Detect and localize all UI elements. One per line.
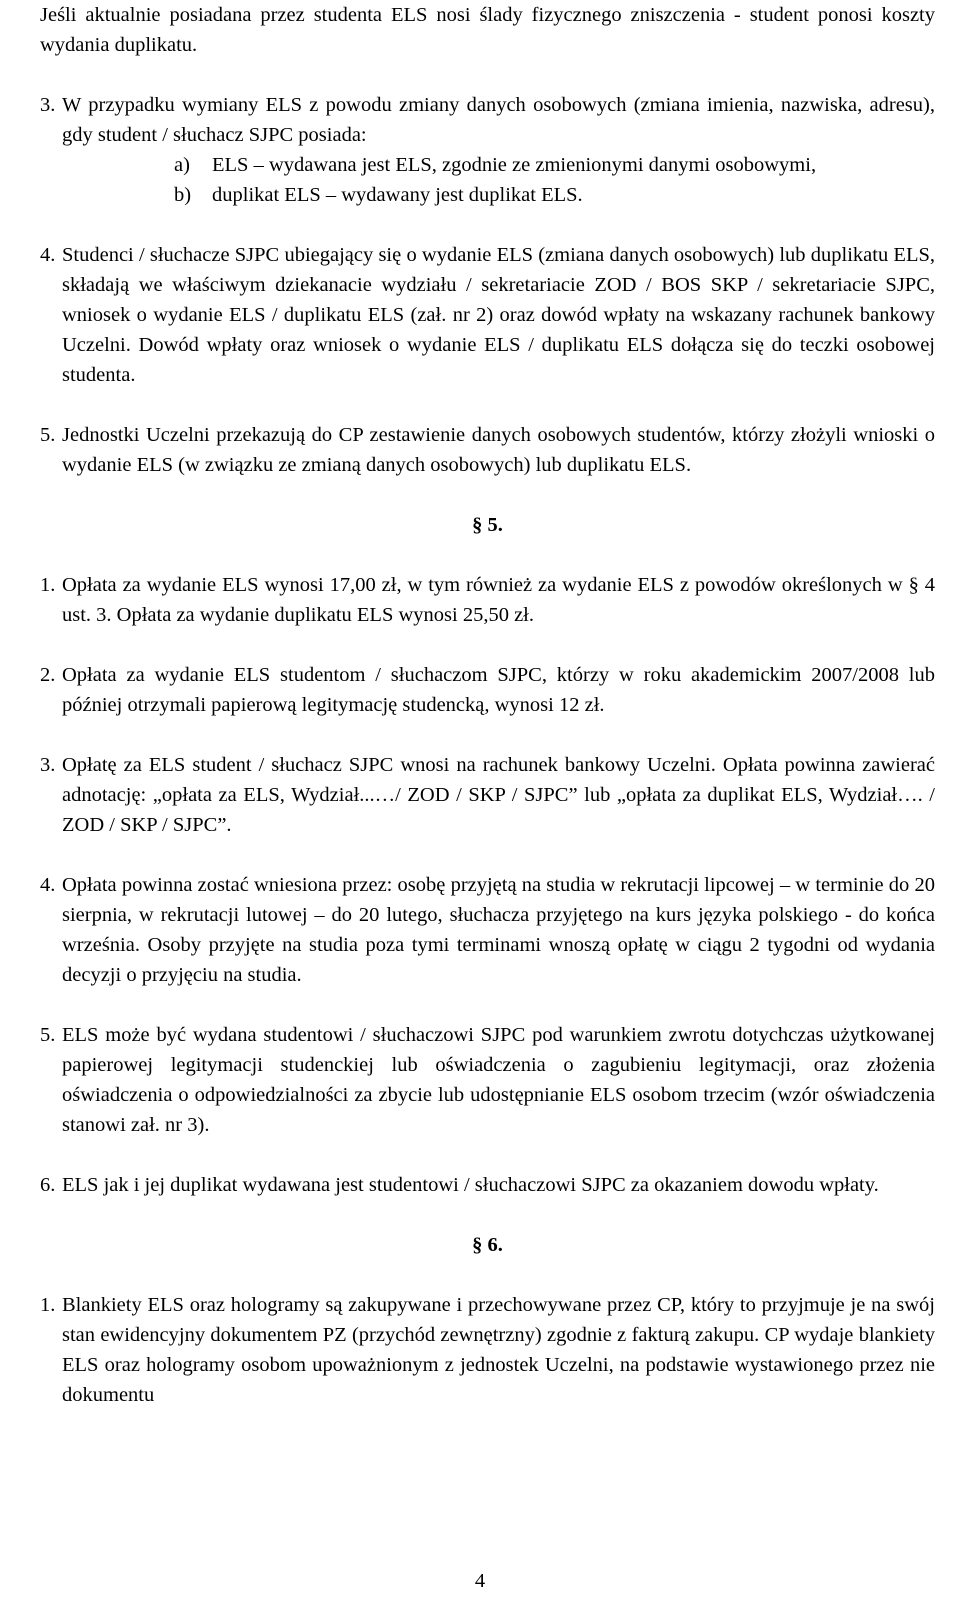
sub-item-b <box>174 180 935 210</box>
section5-item-6 <box>40 1170 935 1200</box>
item-text: Opłata powinna zostać wniesiona przez: osobę przyjętą na studia w rekrutacji lipcowej – w terminie do 20 sierpnia, w rekrutacji lutowej – do 20 lutego, słuchacza przyjętego na kurs języka polskiego - do końca września. Osoby przyjęte na studia poza tymi terminami wnoszą opłatę w ciągu 2 tygodni od wydania decyzji o przyjęciu na studia. <box>62 874 935 986</box>
sub-item-text: ELS – wydawana jest ELS, zgodnie ze zmienionymi danymi osobowymi, <box>212 154 817 176</box>
section5-item-1 <box>40 570 935 630</box>
section5-item-2 <box>40 660 935 720</box>
item-text: Opłata za wydanie ELS studentom / słuchaczom SJPC, którzy w roku akademickim 2007/2008 lub później otrzymali papierową legitymację studencką, wynosi 12 zł. <box>62 664 935 716</box>
paragraph-number: 5. <box>40 424 56 446</box>
section5-item-4 <box>40 870 935 990</box>
item-number: 5. <box>40 1024 56 1046</box>
item-number: 3. <box>40 754 56 776</box>
sub-item-label: b) <box>174 184 192 206</box>
sub-item-text: duplikat ELS – wydawany jest duplikat ELS. <box>212 184 583 206</box>
paragraph-text: Studenci / słuchacze SJPC ubiegający się o wydanie ELS (zmiana danych osobowych) lub duplikatu ELS, składają we właściwym dziekanacie wydziału / sekretariacie ZOD / BOS SKP / sekretariacie SJPC, wniosek o wydanie ELS / duplikatu ELS (zał. nr 2) oraz dowód wpłaty na wskazany rachunek bankowy Uczelni. Dowód wpłaty oraz wniosek o wydanie ELS / duplikatu ELS dołącza się do teczki osobowej studenta. <box>62 244 935 386</box>
page-number: 4 <box>474 1570 486 1592</box>
item-number: 1. <box>40 574 56 596</box>
item-text: ELS jak i jej duplikat wydawana jest studentowi / słuchaczowi SJPC za okazaniem dowodu wpłaty. <box>62 1174 879 1196</box>
sub-item-label: a) <box>174 154 190 176</box>
paragraph-text: W przypadku wymiany ELS z powodu zmiany danych osobowych (zmiana imienia, nazwiska, adresu), gdy student / słuchacz SJPC posiada: <box>62 94 935 146</box>
item-text: Opłatę za ELS student / słuchacz SJPC wnosi na rachunek bankowy Uczelni. Opłata powinna zawierać adnotację: „opłata za ELS, Wydział...…/ ZOD / SKP / SJPC” lub „opłata za duplikat ELS, Wydział…. / ZOD / SKP / SJPC”. <box>62 754 935 836</box>
item-text: Blankiety ELS oraz hologramy są zakupywane i przechowywane przez CP, który to przyjmuje je na swój stan ewidencyjny dokumentem PZ (przychód zewnętrzny) zgodnie z fakturą zakupu. CP wydaje blankiety ELS oraz hologramy osobom upoważnionym z jednostek Uczelni, na podstawie wystawionego przez nie dokumentu <box>62 1294 935 1406</box>
item-number: 2. <box>40 664 56 686</box>
item-text: ELS może być wydana studentowi / słuchaczowi SJPC pod warunkiem zwrotu dotychczas użytkowanej papierowej legitymacji studenckiej lub oświadczenia o zagubieniu legitymacji, oraz złożenia oświadczenia o odpowiedzialności za zbycie lub udostępnianie ELS osobom trzecim (wzór oświadczenia stanowi zał. nr 3). <box>62 1024 935 1136</box>
paragraph-text: Jednostki Uczelni przekazują do CP zestawienie danych osobowych studentów, którzy złożyli wnioski o wydanie ELS (w związku ze zmianą danych osobowych) lub duplikatu ELS. <box>62 424 935 476</box>
item-number: 4. <box>40 874 56 896</box>
section-heading: § 5. <box>472 514 503 536</box>
section5-item-3 <box>40 750 935 840</box>
document-page <box>40 0 935 1410</box>
section5-item-5 <box>40 1020 935 1140</box>
paragraph-number: 3. <box>40 94 56 116</box>
paragraph-3 <box>40 90 935 150</box>
section6-item-1 <box>40 1290 935 1410</box>
paragraph-5 <box>40 420 935 480</box>
item-number: 6. <box>40 1174 56 1196</box>
paragraph-number: 4. <box>40 244 56 266</box>
item-text: Opłata za wydanie ELS wynosi 17,00 zł, w tym również za wydanie ELS z powodów określonych w § 4 ust. 3. Opłata za wydanie duplikatu ELS wynosi 25,50 zł. <box>62 574 935 626</box>
sub-item-a <box>174 150 935 180</box>
section-heading: § 6. <box>472 1234 503 1256</box>
intro-paragraph: Jeśli aktualnie posiadana przez studenta ELS nosi ślady fizycznego zniszczenia - student ponosi koszty wydania duplikatu. <box>40 4 935 56</box>
paragraph-4 <box>40 240 935 390</box>
item-number: 1. <box>40 1294 56 1316</box>
